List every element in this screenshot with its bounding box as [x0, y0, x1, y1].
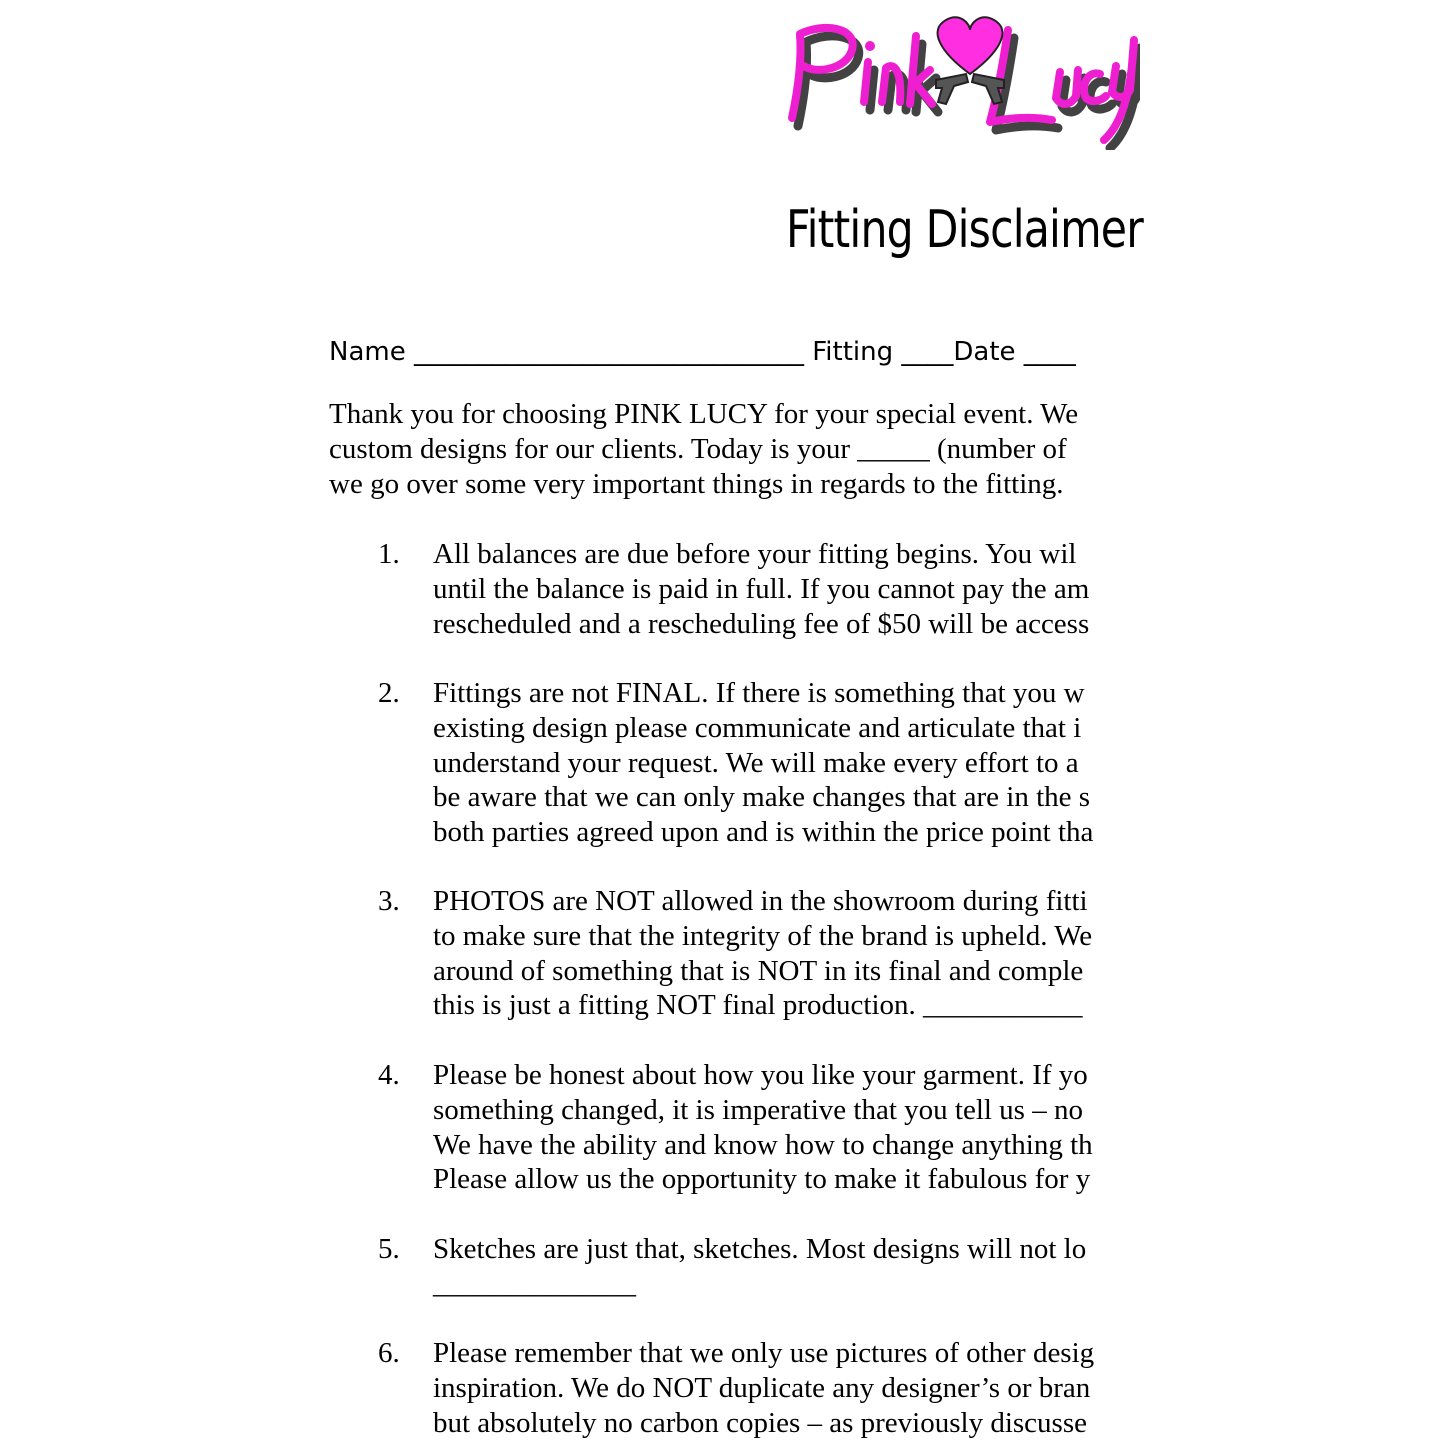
pistol-icons	[936, 74, 1004, 104]
list-item-text	[433, 676, 1093, 850]
list-item-line: to make sure that the integrity of the brand is upheld. We	[433, 919, 1093, 952]
list-item-number: 1.	[378, 538, 400, 570]
list-item-line: existing design please communicate and articulate that i	[433, 711, 1082, 744]
list-item-line: PHOTOS are NOT allowed in the showroom during fitti	[433, 885, 1088, 917]
list-item-line: understand your request. We will make every effort to a	[433, 746, 1079, 779]
list-item-line: Fittings are not FINAL. If there is something that you w	[433, 677, 1085, 709]
list-item-line: Please allow us the opportunity to make it fabulous for y	[433, 1163, 1091, 1196]
list-item-line: Sketches are just that, sketches. Most designs will not lo	[433, 1233, 1087, 1265]
intro-line: custom designs for our clients. Today is your _____ (number of	[329, 432, 1067, 465]
pink-lucy-logo	[770, 0, 1140, 150]
list-item-text	[433, 1336, 1094, 1440]
list-item-line: All balances are due before your fitting begins. You wil	[433, 538, 1077, 570]
list-item-number: 5.	[378, 1233, 400, 1265]
intro-line: Thank you for choosing PINK LUCY for your special event. We	[329, 398, 1079, 430]
list-item-line: around of something that is NOT in its final and comple	[433, 954, 1084, 987]
heart-icon	[938, 17, 1003, 74]
intro-line: we go over some very important things in regards to the fitting.	[329, 467, 1064, 500]
list-item-line: Please remember that we only use pictures of other desig	[433, 1337, 1095, 1369]
list-item-text	[433, 1232, 1086, 1302]
list-item-number: 3.	[378, 885, 400, 917]
list-item-line: We have the ability and know how to change anything th	[433, 1128, 1093, 1161]
list-item-line: something changed, it is imperative that you tell us – no	[433, 1093, 1083, 1126]
intro-paragraph	[329, 397, 1078, 501]
list-item-number: 2.	[378, 677, 400, 709]
list-item-line: until the balance is paid in full. If you cannot pay the am	[433, 572, 1090, 605]
list-item-line: be aware that we can only make changes that are in the s	[433, 781, 1091, 814]
list-item-line: rescheduled and a rescheduling fee of $50 will be access	[433, 607, 1090, 640]
list-item-text	[433, 537, 1089, 641]
list-item-line: but absolutely no carbon copies – as previously discusse	[433, 1406, 1087, 1439]
list-item-line: inspiration. We do NOT duplicate any designer’s or bran	[433, 1371, 1091, 1404]
document-title: Fitting Disclaimer	[786, 200, 1143, 260]
list-item-text	[433, 1058, 1093, 1197]
client-fields-line: Name ______________________________ Fitting ____Date ____	[329, 337, 1076, 367]
list-item-line: this is just a fitting NOT final production. ___________	[433, 989, 1083, 1022]
list-item-line: ______________	[433, 1267, 636, 1300]
list-item-number: 4.	[378, 1059, 400, 1091]
list-item-line: Please be honest about how you like your garment. If yo	[433, 1059, 1088, 1091]
list-item-number: 6.	[378, 1337, 400, 1369]
list-item-line: both parties agreed upon and is within the price point tha	[433, 816, 1094, 849]
list-item-text	[433, 884, 1092, 1023]
